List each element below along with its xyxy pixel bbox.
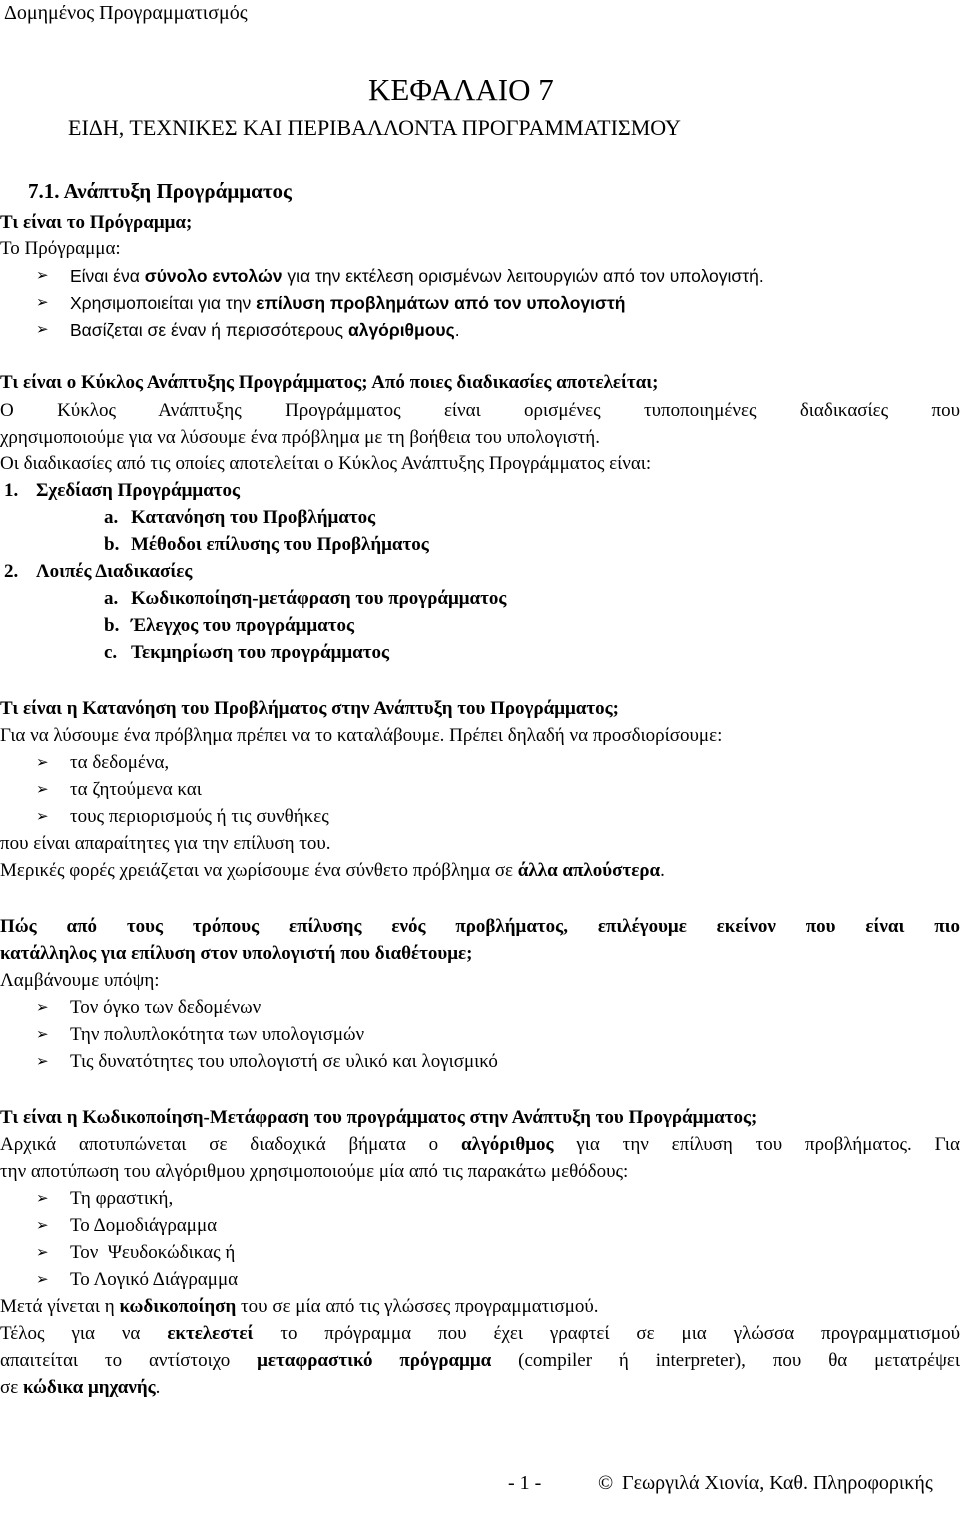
paragraph-line <box>0 1321 960 1347</box>
arrow-bullet-icon: ➢ <box>36 1218 49 1234</box>
arrow-bullet-icon: ➢ <box>36 1245 49 1261</box>
list-letter: c. <box>104 642 118 663</box>
section-title: 7.1. Ανάπτυξη Προγράμματος <box>28 179 292 203</box>
text: Μετά γίνεται η <box>0 1296 120 1317</box>
question-program: Τι είναι το Πρόγραμμα; <box>0 212 193 233</box>
bold-text: εκτελεστεί <box>167 1323 254 1344</box>
list-text: Έλεγχος του προγράμματος <box>131 615 355 636</box>
bold-text: κωδικοποίηση <box>119 1296 237 1317</box>
list-text: Μέθοδοι επίλυσης του Προβλήματος <box>131 534 429 555</box>
paragraph-line <box>0 1132 960 1158</box>
paragraph-line <box>0 1348 960 1374</box>
paragraph-line <box>0 1375 960 1401</box>
bold-text: άλλα απλούστερα <box>517 860 661 881</box>
list-item <box>4 478 960 504</box>
arrow-bullet-icon: ➢ <box>36 1272 49 1288</box>
bold-text: μεταφραστικό πρόγραμμα <box>257 1350 492 1371</box>
program-intro: Το Πρόγραμμα: <box>0 238 121 259</box>
list-letter: b. <box>104 615 120 636</box>
text: Αρχικά αποτυπώνεται σε διαδοχικά βήματα ο <box>0 1134 461 1155</box>
question-cycle: Τι είναι ο Κύκλος Ανάπτυξης Προγράμματος; Από ποιες διαδικασίες αποτελείται; <box>0 372 659 393</box>
arrow-bullet-icon: ➢ <box>36 1191 49 1207</box>
arrow-bullet-icon: ➢ <box>36 809 49 825</box>
question-method: Πώς από τους τρόπους επίλυσης ενός προβλήματος, επιλέγουμε εκείνον που είναι πιο <box>0 916 960 937</box>
paragraph-line <box>0 1294 960 1320</box>
text: Μερικές φορές χρειάζεται να χωρίσουμε ένα σύνθετο πρόβλημα σε <box>0 860 518 881</box>
paragraph-line: χρησιμοποιούμε για να λύσουμε ένα πρόβλημα με τη βοήθεια του υπολογιστή. <box>0 427 600 448</box>
list-letter: b. <box>104 534 120 555</box>
list-text: Κατανόηση του Προβλήματος <box>131 507 376 528</box>
text: το πρόγραμμα που έχει γραφτεί σε μια γλώσσα προγραμματισμού <box>253 1323 960 1344</box>
text: . <box>660 860 665 881</box>
list-number: 1. <box>4 480 19 501</box>
list-letter: a. <box>104 507 119 528</box>
list-letter: a. <box>104 588 119 609</box>
text: Τέλος για να <box>0 1323 168 1344</box>
chapter-subtitle: ΕΙΔΗ, ΤΕΧΝΙΚΕΣ ΚΑΙ ΠΕΡΙΒΑΛΛΟΝΤΑ ΠΡΟΓΡΑΜΜΑΤΙΣΜΟΥ <box>68 115 681 140</box>
list-text: Λοιπές Διαδικασίες <box>36 561 193 582</box>
text: σε <box>0 1377 23 1398</box>
list-item <box>104 532 960 558</box>
paragraph-line: Για να λύσουμε ένα πρόβλημα πρέπει να το καταλάβουμε. Πρέπει δηλαδή να προσδιορίσουμε: <box>0 725 723 746</box>
paragraph-line: που είναι απαραίτητες για την επίλυση του. <box>0 833 331 854</box>
list-text: Τις δυνατότητες του υπολογιστή σε υλικό και λογισμικό <box>70 1051 498 1072</box>
running-header: Δομημένος Προγραμματισμός <box>4 2 248 24</box>
paragraph-line: Ο Κύκλος Ανάπτυξης Προγράμματος είναι ορισμένες τυποποιημένες διαδικασίες που <box>0 400 960 421</box>
page-number: - 1 - <box>508 1472 542 1494</box>
arrow-bullet-icon: ➢ <box>36 782 49 798</box>
list-text: Σχεδίαση Προγράμματος <box>36 480 241 501</box>
text: Βασίζεται σε έναν ή περισσότερους <box>70 320 348 340</box>
text: Είναι ένα <box>70 266 145 286</box>
text: του σε μία από τις γλώσσες προγραμματισμού. <box>236 1296 599 1317</box>
list-text: Κωδικοποίηση-μετάφραση του προγράμματος <box>131 588 507 609</box>
arrow-bullet-icon: ➢ <box>36 1054 49 1070</box>
list-text: τα δεδομένα, <box>70 752 170 773</box>
list-item <box>104 586 960 612</box>
text: (compiler ή interpreter), που θα μετατρέψει <box>491 1350 960 1371</box>
list-text: Τον Ψευδοκώδικας ή <box>70 1242 236 1263</box>
bold-text: αλγόριθμους <box>347 320 455 340</box>
list-item <box>4 559 960 585</box>
text: . <box>454 320 460 340</box>
question-understanding: Τι είναι η Κατανόηση του Προβλήματος στην Ανάπτυξη του Προγράμματος; <box>0 698 619 719</box>
list-item <box>104 640 960 666</box>
list-text: Την πολυπλοκότητα των υπολογισμών <box>70 1024 365 1045</box>
list-text: Τεκμηρίωση του προγράμματος <box>131 642 390 663</box>
arrow-bullet-icon: ➢ <box>36 268 49 284</box>
list-text: τα ζητούμενα και <box>70 779 202 800</box>
list-text: Το Δομοδιάγραμμα <box>70 1215 218 1236</box>
list-number: 2. <box>4 561 19 582</box>
text: απαιτείται το αντίστοιχο <box>0 1350 258 1371</box>
question-coding: Τι είναι η Κωδικοποίηση-Μετάφραση του προγράμματος στην Ανάπτυξη του Προγράμματος; <box>0 1107 758 1128</box>
list-item <box>104 613 960 639</box>
arrow-bullet-icon: ➢ <box>36 295 49 311</box>
list-item <box>104 505 960 531</box>
arrow-bullet-icon: ➢ <box>36 1000 49 1016</box>
text: για την εκτέλεση ορισμένων λειτουργιών από τον υπολογιστή. <box>282 266 764 286</box>
bold-text: αλγόριθμος <box>460 1134 554 1155</box>
arrow-bullet-icon: ➢ <box>36 1027 49 1043</box>
bold-text: σύνολο εντολών <box>144 266 283 286</box>
author: Γεωργιλά Χιονία, Καθ. Πληροφορικής <box>622 1472 933 1494</box>
paragraph-line: την αποτύπωση του αλγόριθμου χρησιμοποιούμε μία από τις παρακάτω μεθόδους: <box>0 1161 629 1182</box>
bold-text: επίλυση προβλημάτων από τον υπολογιστή <box>256 293 626 313</box>
arrow-bullet-icon: ➢ <box>36 322 49 338</box>
arrow-bullet-icon: ➢ <box>36 755 49 771</box>
paragraph-line: Λαμβάνουμε υπόψη: <box>0 970 160 991</box>
list-intro: Οι διαδικασίες από τις οποίες αποτελείται ο Κύκλος Ανάπτυξης Προγράμματος είναι: <box>0 453 652 474</box>
text: Χρησιμοποιείται για την <box>70 293 257 313</box>
bold-text: κώδικα μηχανής <box>22 1377 156 1398</box>
list-text: Τον όγκο των δεδομένων <box>70 997 262 1018</box>
list-text: Το Λογικό Διάγραμμα <box>70 1269 239 1290</box>
list-text: τους περιορισμούς ή τις συνθήκες <box>70 806 329 827</box>
text: για την επίλυση του προβλήματος. Για <box>553 1134 960 1155</box>
question-method-cont: κατάλληλος για επίλυση στον υπολογιστή που διαθέτουμε; <box>0 943 473 964</box>
paragraph-line <box>0 858 960 884</box>
list-text: Τη φραστική, <box>70 1188 174 1209</box>
chapter-title: ΚΕΦΑΛΑΙΟ 7 <box>368 72 554 107</box>
text: . <box>155 1377 161 1398</box>
copyright-icon: © <box>598 1472 614 1494</box>
